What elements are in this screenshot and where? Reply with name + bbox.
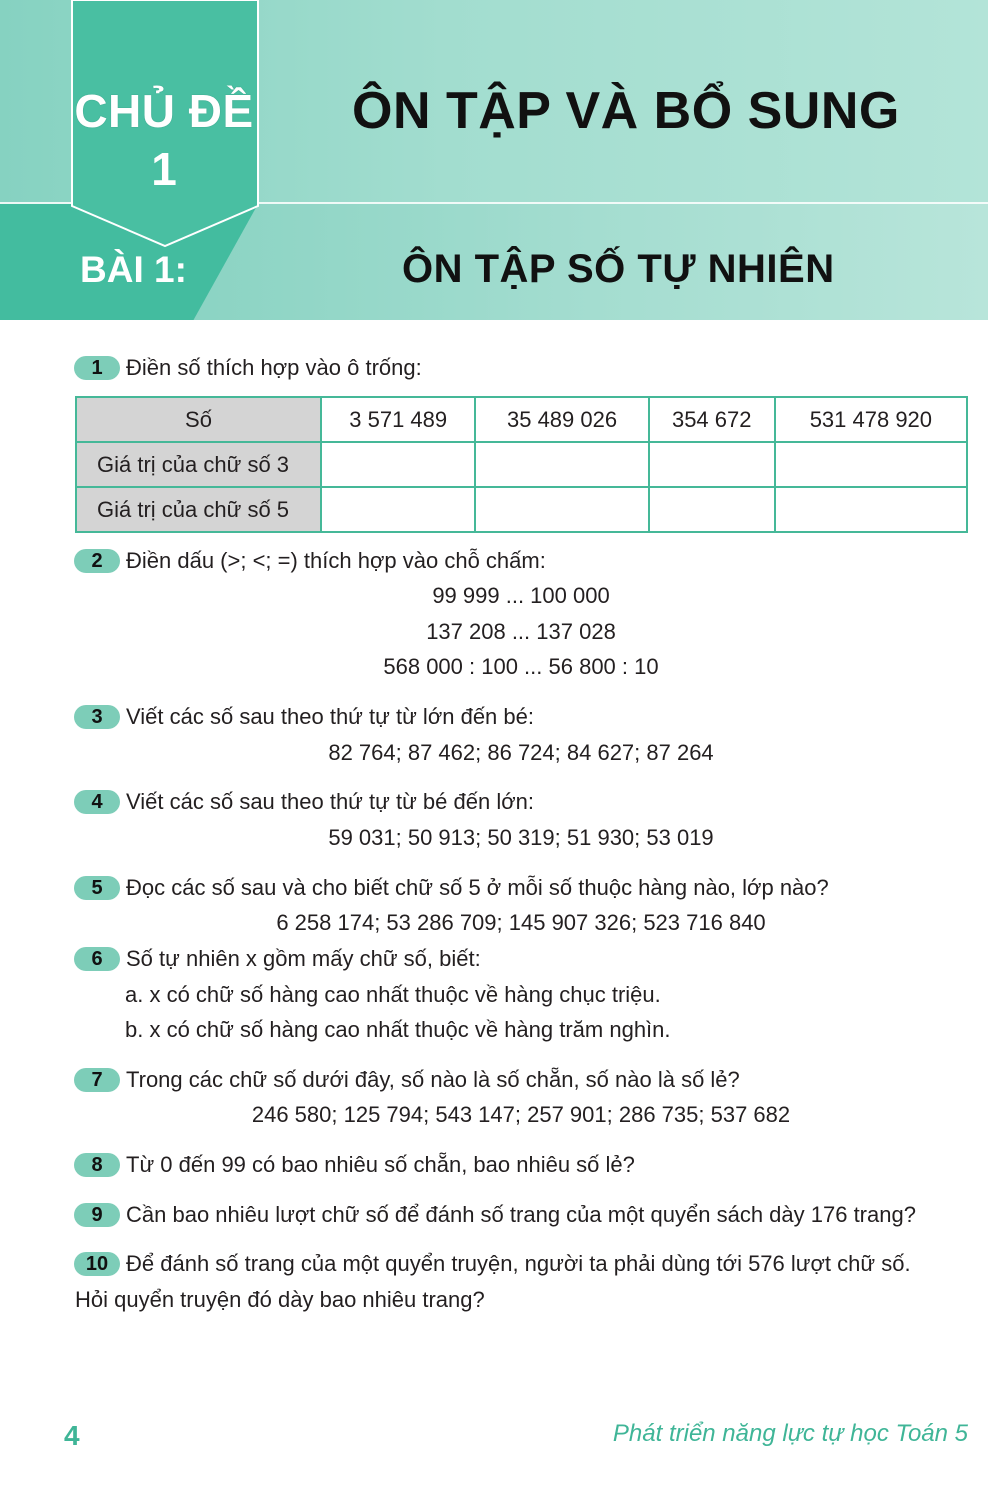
question-text: Đọc các số sau và cho biết chữ số 5 ở mỗi số thuộc hàng nào, lớp nào?: [126, 875, 829, 900]
question-text: Trong các chữ số dưới đây, số nào là số chẵn, số nào là số lẻ?: [126, 1067, 740, 1092]
answer-cell[interactable]: [775, 442, 967, 487]
lesson-label: BÀI 1:: [80, 249, 187, 290]
question-text: Để đánh số trang của một quyển truyện, người ta phải dùng tới 576 lượt chữ số.: [126, 1251, 911, 1276]
table-header-cell: Số: [76, 397, 321, 442]
answer-cell[interactable]: [475, 487, 648, 532]
question-text: Số tự nhiên x gồm mấy chữ số, biết:: [126, 946, 481, 971]
q1-table: [75, 396, 968, 533]
topic-number: 1: [151, 143, 177, 195]
topic-title: ÔN TẬP VÀ BỔ SUNG: [352, 82, 900, 140]
topic-label: CHỦ ĐỀ: [74, 85, 254, 137]
question-number-badge: 9: [74, 1203, 120, 1227]
number-list: 82 764; 87 462; 86 724; 84 627; 87 264: [328, 740, 714, 765]
question-number-badge: 4: [74, 790, 120, 814]
question-number-badge: 2: [74, 549, 120, 573]
comparison-line: 99 999 ... 100 000: [432, 583, 610, 608]
lesson-title: ÔN TẬP SỐ TỰ NHIÊN: [402, 247, 835, 291]
table-row-label: Giá trị của chữ số 3: [76, 442, 321, 487]
answer-cell[interactable]: [321, 442, 475, 487]
number-list: 246 580; 125 794; 543 147; 257 901; 286 735; 537 682: [251, 1102, 791, 1127]
book-title: Phát triển năng lực tự học Toán 5: [612, 1420, 968, 1447]
table-row-label: Giá trị của chữ số 5: [76, 487, 321, 532]
question-number-badge: 1: [74, 356, 120, 380]
table-header-cell: 531 478 920: [775, 397, 967, 442]
comparison-line: 137 208 ... 137 028: [426, 619, 616, 644]
question-text: Điền số thích hợp vào ô trống:: [126, 355, 422, 380]
question-text: Từ 0 đến 99 có bao nhiêu số chẵn, bao nhiêu số lẻ?: [126, 1152, 635, 1177]
table-header-cell: 35 489 026: [475, 397, 648, 442]
answer-cell[interactable]: [775, 487, 967, 532]
question-text: Viết các số sau theo thứ tự từ lớn đến bé:: [126, 704, 534, 729]
table-row: [76, 397, 967, 442]
answer-cell[interactable]: [475, 442, 648, 487]
sub-item: b. x có chữ số hàng cao nhất thuộc về hàng trăm nghìn.: [125, 1017, 671, 1042]
table-row: [76, 487, 967, 532]
table-row: [76, 442, 967, 487]
question-number-badge: 5: [74, 876, 120, 900]
answer-cell[interactable]: [649, 442, 775, 487]
question-text-continued: Hỏi quyển truyện đó dày bao nhiêu trang?: [75, 1287, 485, 1312]
question-text: Cần bao nhiêu lượt chữ số để đánh số trang của một quyển sách dày 176 trang?: [126, 1202, 916, 1227]
number-list: 59 031; 50 913; 50 319; 51 930; 53 019: [328, 825, 714, 850]
comparison-line: 568 000 : 100 ... 56 800 : 10: [383, 654, 659, 679]
question-number-badge: 6: [74, 947, 120, 971]
question-text: Điền dấu (>; <; =) thích hợp vào chỗ chấm:: [126, 548, 546, 573]
answer-cell[interactable]: [649, 487, 775, 532]
table-header-cell: 354 672: [649, 397, 775, 442]
question-number-badge: 3: [74, 705, 120, 729]
question-text: Viết các số sau theo thứ tự từ bé đến lớn:: [126, 789, 534, 814]
number-list: 6 258 174; 53 286 709; 145 907 326; 523 716 840: [276, 910, 766, 935]
answer-cell[interactable]: [321, 487, 475, 532]
question-number-badge: 10: [74, 1252, 120, 1276]
question-number-badge: 8: [74, 1153, 120, 1177]
page-number: 4: [64, 1420, 80, 1451]
sub-item: a. x có chữ số hàng cao nhất thuộc về hàng chục triệu.: [125, 982, 661, 1007]
question-number-badge: 7: [74, 1068, 120, 1092]
table-header-cell: 3 571 489: [321, 397, 475, 442]
